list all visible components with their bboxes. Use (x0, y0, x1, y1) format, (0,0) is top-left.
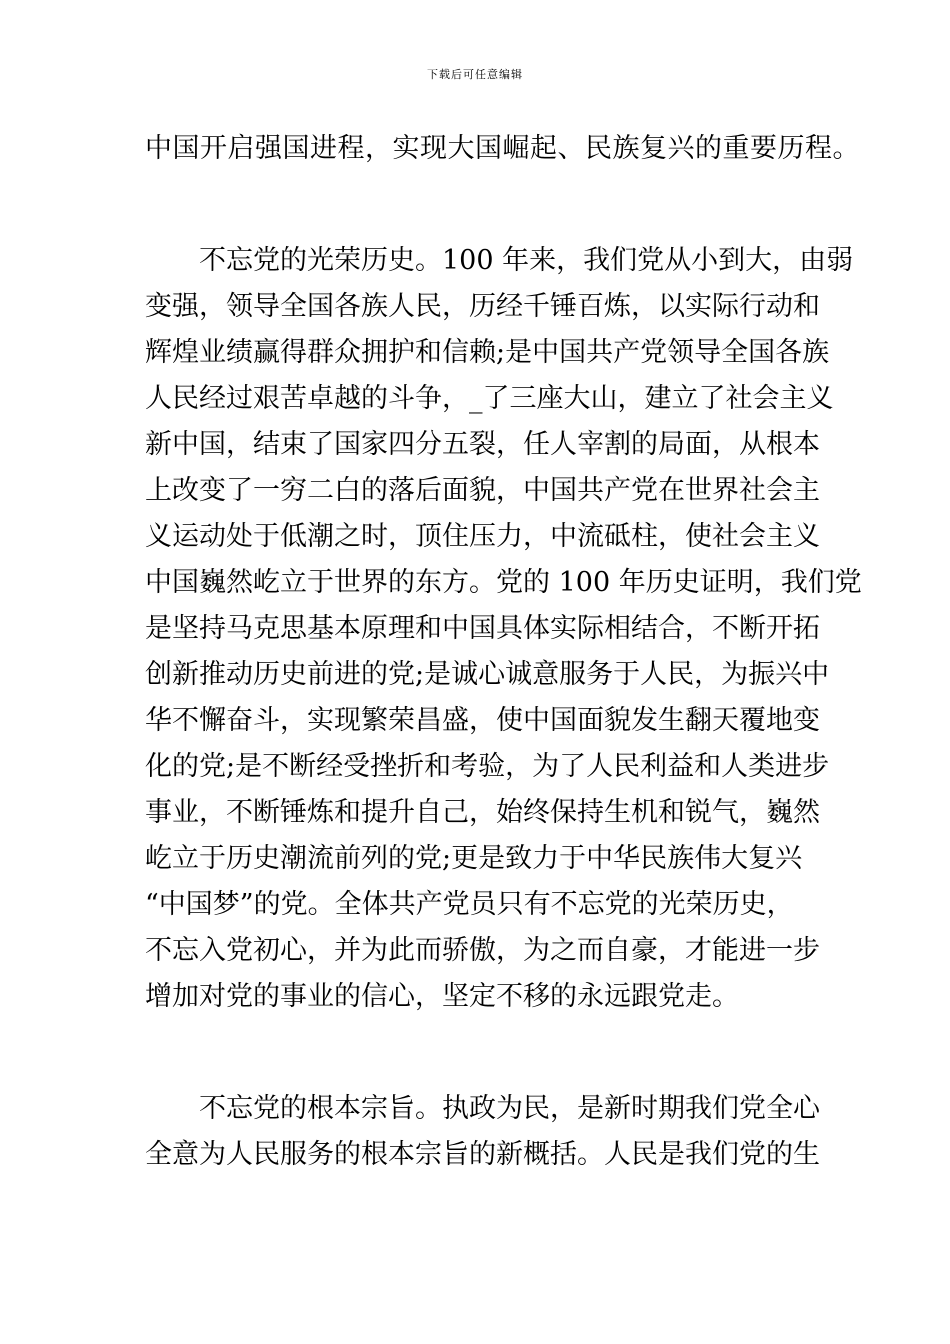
text-line: 义运动处于低潮之时，顶住压力，中流砥柱，使社会主义 (145, 521, 820, 552)
text-line: 人民经过艰苦卓越的斗争，_了三座大山，建立了社会主义 (145, 383, 834, 414)
text-line: 创新推动历史前进的党;是诚心诚意服务于人民，为振兴中 (145, 659, 830, 690)
text-line: 全意为人民服务的根本宗旨的新概括。人民是我们党的生 (145, 1139, 820, 1170)
text-line: 不忘党的根本宗旨。执政为民，是新时期我们党全心 (199, 1093, 820, 1124)
paragraph-gap (145, 172, 805, 238)
text-line: 不忘入党初心，并为此而骄傲，为之而自豪，才能进一步 (145, 935, 820, 966)
text-line: 不忘党的光荣历史。100 年来，我们党从小到大，由弱 (199, 245, 854, 276)
text-line: 上改变了一穷二白的落后面貌，中国共产党在世界社会主 (145, 475, 820, 506)
document-body (145, 126, 862, 1178)
text-line: 变强，领导全国各族人民，历经千锤百炼，以实际行动和 (145, 291, 820, 322)
text-line: 化的党;是不断经受挫折和考验，为了人民利益和人类进步 (145, 751, 830, 782)
page-header-note: 下载后可任意编辑 (427, 68, 523, 81)
text-line: 屹立于历史潮流前列的党;更是致力于中华民族伟大复兴 (145, 843, 803, 874)
text-line: 增加对党的事业的信心，坚定不移的永远跟党走。 (145, 981, 739, 1012)
paragraph-gap (145, 1020, 805, 1086)
text-line: 中国巍然屹立于世界的东方。党的 100 年历史证明，我们党 (145, 567, 862, 598)
text-line: 华不懈奋斗，实现繁荣昌盛，使中国面貌发生翻天覆地变 (145, 705, 820, 736)
paragraph-glorious-history (145, 238, 862, 1020)
text-line: 新中国，结束了国家四分五裂，任人宰割的局面，从根本 (145, 429, 820, 460)
text-line: 辉煌业绩赢得群众拥护和信赖;是中国共产党领导全国各族 (145, 337, 830, 368)
paragraph-continuation (145, 126, 860, 172)
text-line: 是坚持马克思基本原理和中国具体实际相结合，不断开拓 (145, 613, 820, 644)
text-line: 中国开启强国进程，实现大国崛起、民族复兴的重要历程。 (145, 133, 860, 164)
paragraph-fundamental-purpose (145, 1086, 820, 1178)
text-line: 事业，不断锤炼和提升自己，始终保持生机和锐气，巍然 (145, 797, 820, 828)
text-line: “中国梦”的党。全体共产党员只有不忘党的光荣历史， (145, 889, 794, 920)
